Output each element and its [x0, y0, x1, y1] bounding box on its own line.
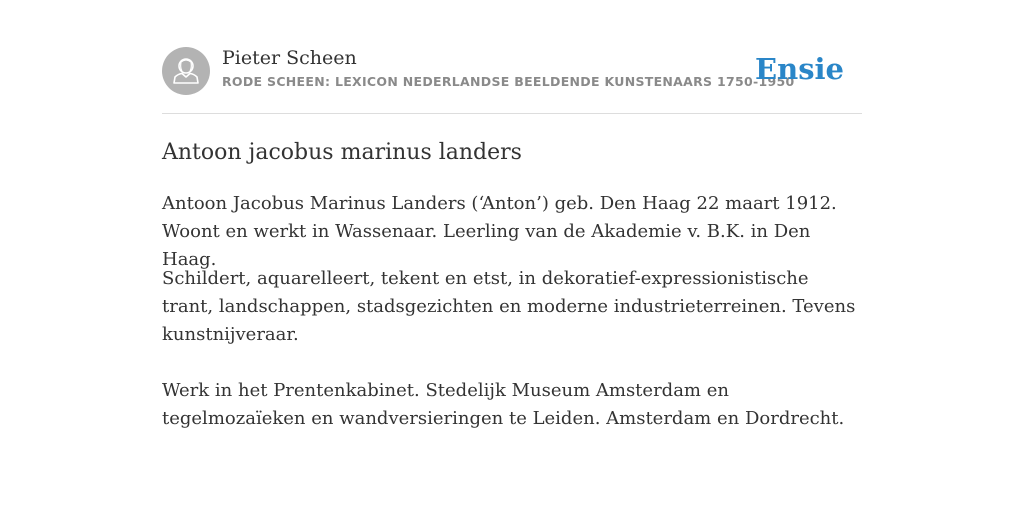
- source-title[interactable]: RODE SCHEEN: LEXICON NEDERLANDSE BEELDENDE KUNSTENAARS 1750-1950: [222, 74, 795, 89]
- article-card: [162, 0, 862, 512]
- user-icon: [162, 47, 210, 95]
- article-paragraph: Antoon Jacobus Marinus Landers (‘Anton’) geb. Den Haag 22 maart 1912. Woont en werkt in Wassenaar. Leerling van de Akademie v. B.K. in Den Haag.: [162, 193, 837, 270]
- article-title: Antoon jacobus marinus landers: [162, 140, 522, 165]
- article-header: [162, 46, 862, 96]
- article-paragraph: Werk in het Prentenkabinet. Stedelijk Museum Amsterdam en tegelmozaïeken en wandversieringen te Leiden. Amsterdam en Dordrecht.: [162, 380, 845, 429]
- author-name[interactable]: Pieter Scheen: [222, 47, 357, 69]
- author-avatar[interactable]: [162, 47, 210, 95]
- article-paragraph: Schildert, aquarelleert, tekent en etst, in dekoratief-expressionistische trant, landschappen, stadsgezichten en moderne industrieterreinen. Tevens kunstnijveraar.: [162, 268, 856, 345]
- header-divider: [162, 113, 862, 114]
- ensie-logo[interactable]: Ensie: [755, 52, 844, 86]
